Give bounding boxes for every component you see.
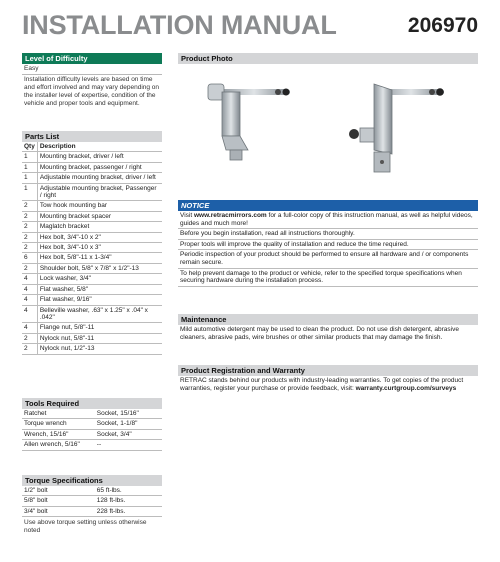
parts-table-row [22, 323, 162, 333]
difficulty-heading: Level of Difficulty [22, 53, 162, 64]
part-description: Lock washer, 3/4" [37, 274, 162, 284]
parts-table-row [22, 232, 162, 242]
bracket-right-image [349, 84, 444, 172]
page-header [22, 10, 478, 40]
part-qty: 6 [22, 253, 37, 263]
notice-heading: NOTICE [178, 200, 478, 211]
tools-table-row [22, 429, 162, 439]
registration-text [178, 376, 478, 393]
tools-section [22, 398, 162, 451]
parts-table-row [22, 222, 162, 232]
part-description: Hex bolt, 3/4"-10 x 2" [37, 232, 162, 242]
parts-table-row [22, 284, 162, 294]
tool-item: Torque wrench [22, 419, 95, 429]
torque-heading: Torque Specifications [22, 475, 162, 486]
difficulty-level: Easy [22, 64, 162, 75]
part-qty: 2 [22, 232, 37, 242]
tool-item: Wrench, 15/16" [22, 429, 95, 439]
part-description: Nylock nut, 5/8"-11 [37, 333, 162, 343]
part-qty: 4 [22, 305, 37, 323]
part-qty: 1 [22, 152, 37, 162]
torque-table [22, 486, 162, 517]
torque-value: 65 ft-lbs. [95, 486, 162, 496]
part-qty: 1 [22, 173, 37, 183]
part-qty: 2 [22, 333, 37, 343]
tool-item: Socket, 1-1/8" [95, 419, 162, 429]
product-photo-heading: Product Photo [178, 53, 478, 64]
maintenance-section [178, 314, 478, 342]
part-description: Mounting bracket, passenger / right [37, 162, 162, 172]
tools-heading: Tools Required [22, 398, 162, 409]
part-description: Adjustable mounting bracket, Passenger / right [37, 183, 162, 201]
tool-item: Socket, 15/16" [95, 409, 162, 419]
maintenance-text: Mild automotive detergent may be used to clean the product. Do not use dish detergent, abrasive cleaners, abrasive pads, wire brushes or other similar products that may damage the finish. [180, 326, 459, 341]
torque-table-row [22, 486, 162, 496]
torque-note: Use above torque setting unless otherwise noted [24, 519, 147, 535]
tools-table-row [22, 409, 162, 419]
tools-table-row [22, 440, 162, 450]
torque-value: 228 ft-lbs. [95, 506, 162, 516]
registration-body: RETRAC stands behind our products with industry-leading warranties. To get copies of the product warranties, register your purchase or provide feedback, visit: [180, 377, 464, 392]
part-qty: 1 [22, 162, 37, 172]
parts-table-row [22, 162, 162, 172]
part-qty: 4 [22, 295, 37, 305]
registration-heading: Product Registration and Warranty [178, 365, 478, 376]
difficulty-description: Installation difficulty levels are based on time and effort involved and may vary depending on the installer level of expertise, condition of the vehicle and proper tools and equipment. [24, 76, 160, 107]
part-description: Nylock nut, 1/2"-13 [37, 344, 162, 354]
tool-item: -- [95, 440, 162, 450]
part-qty: 4 [22, 323, 37, 333]
part-qty: 4 [22, 274, 37, 284]
maintenance-heading: Maintenance [178, 314, 478, 325]
parts-table-row [22, 274, 162, 284]
part-description: Mounting bracket, driver / left [37, 152, 162, 162]
product-photo-section [178, 53, 478, 179]
parts-table-row [22, 211, 162, 221]
part-qty: 1 [22, 183, 37, 201]
part-qty: 2 [22, 222, 37, 232]
parts-list-heading: Parts List [22, 131, 162, 142]
parts-table-row [22, 344, 162, 354]
qty-column-header: Qty [22, 142, 37, 152]
notice-visit-suffix: for a full-color copy of this instruction manual, as well as helpful videos, guides and much more! [180, 212, 473, 227]
notice-section [178, 200, 478, 287]
torque-section [22, 475, 162, 537]
part-description: Flange nut, 5/8"-11 [37, 323, 162, 333]
part-qty: 2 [22, 201, 37, 211]
notice-line: Before you begin installation, read all instructions thoroughly. [178, 229, 478, 240]
notice-visit-prefix: Visit [180, 212, 194, 219]
torque-table-row [22, 496, 162, 506]
part-qty: 2 [22, 243, 37, 253]
torque-table-row [22, 506, 162, 516]
parts-table-row [22, 263, 162, 273]
tool-item: Socket, 3/4" [95, 429, 162, 439]
part-description: Adjustable mounting bracket, driver / left [37, 173, 162, 183]
part-description: Hex bolt, 5/8"-11 x 1-3/4" [37, 253, 162, 263]
notice-visit-line [178, 211, 478, 229]
description-column-header: Description [37, 142, 162, 152]
parts-table-row [22, 295, 162, 305]
parts-table-row [22, 253, 162, 263]
warranty-survey-link[interactable]: warranty.curtgroup.com/surveys [355, 384, 457, 392]
parts-table-row [22, 173, 162, 183]
bolt-size: 1/2" bolt [22, 486, 95, 496]
bolt-size: 5/8" bolt [22, 496, 95, 506]
notice-line: Proper tools will improve the quality of installation and reduce the time required. [178, 240, 478, 251]
parts-table [22, 142, 162, 355]
parts-table-row [22, 152, 162, 162]
tools-table [22, 409, 162, 451]
part-qty: 4 [22, 284, 37, 294]
product-photo [178, 64, 478, 179]
parts-list-section [22, 131, 162, 355]
retrac-website-link[interactable]: www.retracmirrors.com [193, 212, 267, 219]
part-description: Tow hook mounting bar [37, 201, 162, 211]
part-qty: 2 [22, 263, 37, 273]
part-description: Flat washer, 5/8" [37, 284, 162, 294]
parts-table-header [22, 142, 162, 152]
torque-value: 128 ft-lbs. [95, 496, 162, 506]
registration-section [178, 365, 478, 393]
tools-table-row [22, 419, 162, 429]
product-photo-illustration [178, 64, 478, 179]
part-description: Flat washer, 9/16" [37, 295, 162, 305]
tool-item: Allen wrench, 5/16" [22, 440, 95, 450]
part-qty: 2 [22, 344, 37, 354]
bolt-size: 3/4" bolt [22, 506, 95, 516]
difficulty-section [22, 53, 162, 109]
part-number: 206970 [407, 14, 478, 37]
tool-item: Ratchet [22, 409, 95, 419]
parts-table-row [22, 183, 162, 201]
part-qty: 2 [22, 211, 37, 221]
part-description: Maglatch bracket [37, 222, 162, 232]
document-title: INSTALLATION MANUAL [22, 10, 337, 40]
notice-line: Periodic inspection of your product should be performed to ensure all hardware and / or components remain secure. [178, 250, 478, 268]
part-description: Belleville washer, .63" x 1.25" x .04" x .042" [37, 305, 162, 323]
part-description: Shoulder bolt, 5/8" x 7/8" x 1/2"-13 [37, 263, 162, 273]
parts-table-row [22, 305, 162, 323]
parts-table-row [22, 243, 162, 253]
part-description: Mounting bracket spacer [37, 211, 162, 221]
bracket-left-image [208, 84, 290, 160]
notice-line: To help prevent damage to the product or vehicle, refer to the specified torque specifications when securing hardware during the installation process. [178, 269, 478, 287]
parts-table-row [22, 201, 162, 211]
part-description: Hex bolt, 3/4"-10 x 3" [37, 243, 162, 253]
parts-table-row [22, 333, 162, 343]
